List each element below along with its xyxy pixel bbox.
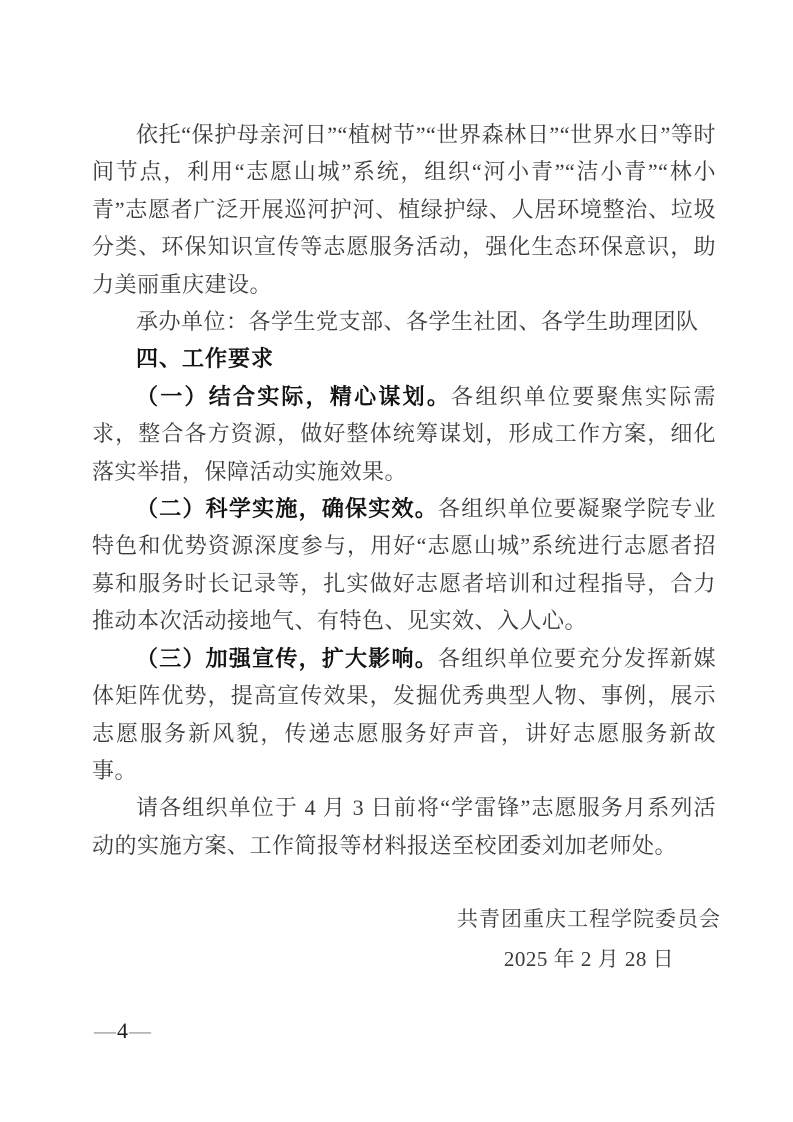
page-footer (94, 1019, 151, 1043)
requirement-3-lead: （三）加强宣传，扩大影响。 (136, 645, 438, 671)
requirement-item-1 (92, 378, 716, 490)
closing-paragraph: 请各组织单位于 4 月 3 日前将“学雷锋”志愿服务月系列活动的实施方案、工作简报等材料报送至校团委刘加老师处。 (92, 795, 716, 858)
organizer-line: 承办单位：各学生党支部、各学生社团、各学生助理团队 (136, 309, 699, 335)
signature-block (457, 899, 721, 979)
requirement-2-text: 各组织单位要凝聚学院专业特色和优势资源深度参与，用好“志愿山城”系统进行志愿者招募和服务时长记录等，扎实做好志愿者培训和过程指导，合力推动本次活动接地气、有特色、见实效、入人心。 (92, 496, 716, 634)
document-body (92, 116, 716, 864)
requirement-item-2 (92, 490, 716, 640)
footer-dash-right: — (129, 1018, 151, 1043)
requirement-3-text: 各组织单位要充分发挥新媒体矩阵优势，提高宣传效果，发掘优秀典型人物、事例，展示志愿服务新风貌，传递志愿服务好声音，讲好志愿服务新故事。 (92, 645, 716, 783)
requirement-1-text: 各组织单位要聚焦实际需求，整合各方资源，做好整体统筹谋划，形成工作方案，细化落实举措，保障活动实施效果。 (92, 383, 716, 484)
intro-paragraph: 依托“保护母亲河日”“植树节”“世界森林日”“世界水日”等时间节点，利用“志愿山城”系统，组织“河小青”“洁小青”“林小青”志愿者广泛开展巡河护河、植绿护绿、人居环境整治、垃圾分类、环保知识宣传等志愿服务活动，强化生态环保意识，助力美丽重庆建设。 (92, 122, 716, 297)
requirement-1-lead: （一）结合实际，精心谋划。 (136, 383, 452, 409)
issue-date: 2025 年 2 月 28 日 (503, 947, 675, 971)
footer-dash-left: — (94, 1018, 116, 1043)
section-heading-work-requirements: 四、工作要求 (136, 346, 275, 372)
requirement-2-lead: （二）科学实施，确保实效。 (136, 496, 438, 522)
requirement-item-3 (92, 640, 716, 790)
page-number: 4 (117, 1018, 128, 1043)
issuer-name: 共青团重庆工程学院委员会 (457, 907, 721, 931)
